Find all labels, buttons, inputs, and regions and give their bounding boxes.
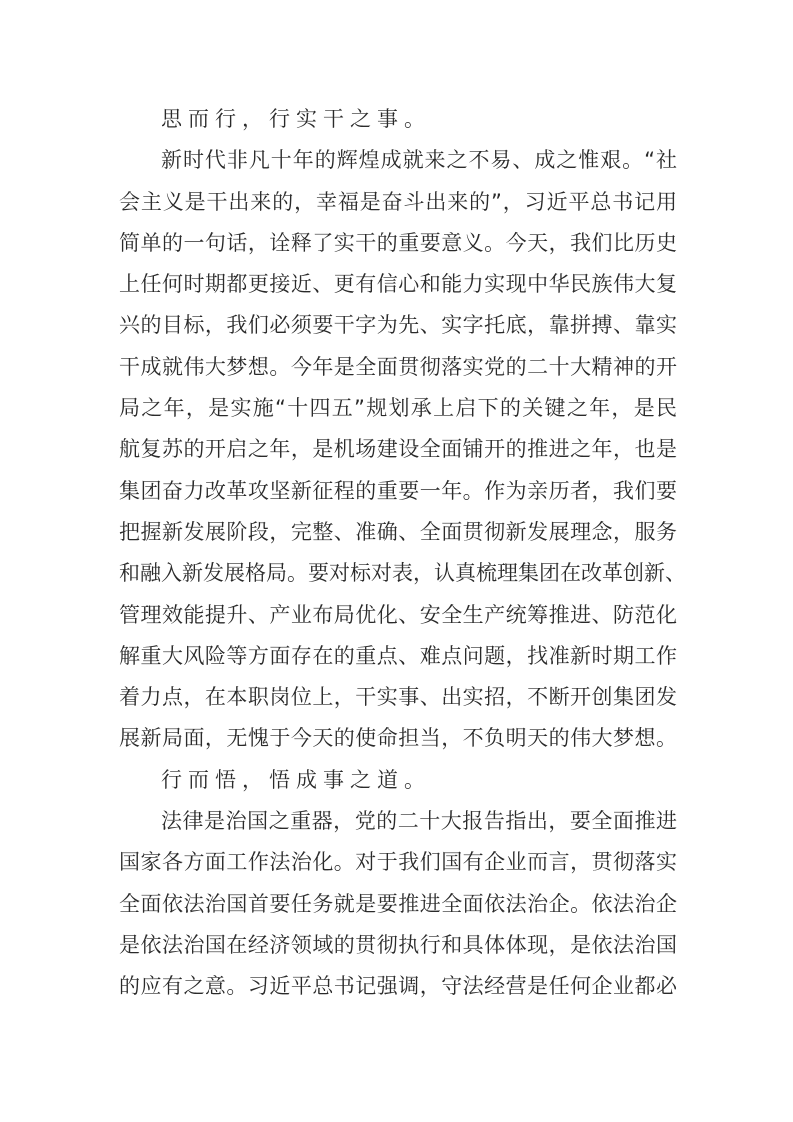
text-line: 着力点，在本职岗位上，干实事、出实招，不断开创集团发: [119, 685, 677, 710]
paragraph: [119, 801, 677, 1007]
text-line: 会主义是干出来的，幸福是奋斗出来的”，习近平总书记用: [119, 189, 677, 214]
text-line: 思而行，行实干之事。: [161, 107, 431, 131]
document-page: [119, 99, 686, 1008]
text-line: 的应有之意。习近平总书记强调，守法经营是任何企业都必: [119, 974, 677, 999]
text-line: 国家各方面工作法治化。对于我们国有企业而言，贯彻落实: [119, 850, 677, 875]
text-line: 集团奋力改革攻坚新征程的重要一年。作为亲历者，我们要: [119, 478, 677, 503]
text-line: 干成就伟大梦想。今年是全面贯彻落实党的二十大精神的开: [119, 354, 677, 379]
paragraph: [119, 760, 677, 801]
text-line: 上任何时期都更接近、更有信心和能力实现中华民族伟大复: [119, 272, 677, 297]
paragraph: [119, 99, 677, 140]
text-line: 展新局面，无愧于今天的使命担当，不负明天的伟大梦想。: [119, 726, 677, 751]
text-line: 全面依法治国首要任务就是要推进全面依法治企。依法治企: [119, 891, 677, 916]
text-line: 解重大风险等方面存在的重点、难点问题，找准新时期工作: [119, 643, 677, 668]
text-line: 法律是治国之重器，党的二十大报告指出，要全面推进: [161, 809, 677, 834]
text-line: 兴的目标，我们必须要干字为先、实字托底，靠拼搏、靠实: [119, 313, 677, 338]
text-line: 简单的一句话，诠释了实干的重要意义。今天，我们比历史: [119, 230, 677, 255]
text-line: 航复苏的开启之年，是机场建设全面铺开的推进之年，也是: [119, 437, 677, 462]
text-line: 管理效能提升、产业布局优化、安全生产统筹推进、防范化: [119, 602, 677, 627]
text-line: 和融入新发展格局。要对标对表，认真梳理集团在改革创新、: [119, 561, 686, 586]
text-line: 是依法治国在经济领域的贯彻执行和具体体现，是依法治国: [119, 932, 677, 957]
text-line: 把握新发展阶段，完整、准确、全面贯彻新发展理念，服务: [119, 519, 677, 544]
paragraph: [119, 140, 686, 759]
text-line: 新时代非凡十年的辉煌成就来之不易、成之惟艰。“社: [161, 148, 677, 173]
text-line: 局之年，是实施“十四五”规划承上启下的关键之年，是民: [119, 396, 677, 421]
text-line: 行而悟，悟成事之道。: [161, 767, 431, 792]
